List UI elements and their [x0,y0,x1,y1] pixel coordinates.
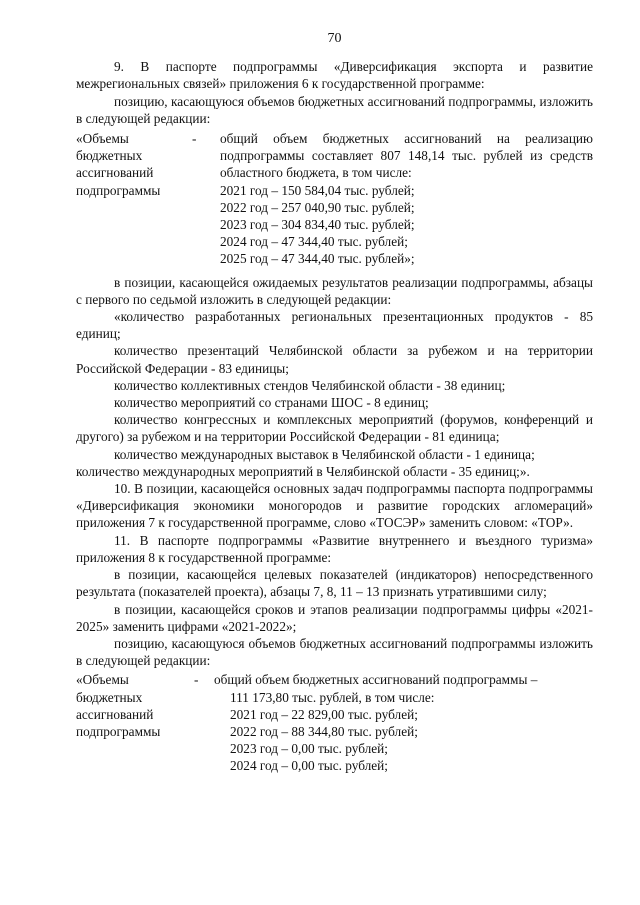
year-line: 2023 год – 0,00 тыс. рублей; [230,741,388,757]
budget-block-1-dash: - [192,131,197,147]
paragraph-10: 10. В позиции, касающейся основных задач подпрограммы паспорта подпрограммы «Диверсификация экономики моногородов и развитие городских агломераций» приложения 7 к государственной программе, слово «ТОСЭР» заменить словом: «ТОР». [76,481,593,531]
budget-block-2-intro: общий объем бюджетных ассигнований подпрограммы – [214,672,538,688]
paragraph-11-indicators: в позиции, касающейся целевых показателей (индикаторов) непосредственного результата (показателей проекта), абзацы 7, 8, 11 – 13 признать утратившими силу; [76,567,593,600]
label-line: ассигнований [76,165,154,181]
result-item: количество коллективных стендов Челябинской области - 38 единиц; [114,377,506,393]
result-item: количество конгрессных и комплексных мероприятий (форумов, конференций и другого) за рубежом и на территории Российской Федерации - 81 единица; [76,412,593,445]
result-item: количество мероприятий со странами ШОС - 8 единиц; [114,395,429,411]
label-line: «Объемы [76,131,129,147]
budget-block-2 [76,671,593,774]
label-line: подпрограммы [76,182,161,198]
year-line: 2022 год – 88 344,80 тыс. рублей; [230,723,418,739]
paragraph-11-position: позицию, касающуюся объемов бюджетных ассигнований подпрограммы изложить в следующей редакции: [76,635,593,669]
label-line: подпрограммы [76,723,161,739]
year-line: 2021 год – 22 829,00 тыс. рублей; [230,706,418,722]
budget-block-1-value [220,130,593,268]
result-item: количество международных выставок в Челябинской области - 1 единица; [114,446,535,462]
paragraph-9-intro: 9. В паспорте подпрограммы «Диверсификация экспорта и развитие межрегиональных связей» приложения 6 к государственной программе: [76,59,593,92]
document-page [76,30,593,775]
page-number: 70 [327,31,342,46]
paragraph-11-intro: 11. В паспорте подпрограммы «Развитие внутреннего и въездного туризма» приложения 8 к государственной программе: [76,532,593,565]
result-item-last: количество международных мероприятий в Челябинской области - 35 единиц;». [76,463,530,479]
year-line: 2023 год – 304 834,40 тыс. рублей; [220,217,415,233]
label-line: бюджетных [76,148,143,164]
budget-block-2-dash: - [194,672,199,688]
budget-block-1-label [76,130,192,268]
paragraph-9-position: позицию, касающуюся объемов бюджетных ассигнований подпрограммы, изложить в следующей редакции: [76,93,593,126]
year-line: 2021 год – 150 584,04 тыс. рублей; [220,182,415,198]
budget-block-1 [76,130,593,268]
label-line: «Объемы [76,672,129,688]
year-line: 2025 год – 47 344,40 тыс. рублей»; [220,251,415,267]
paragraph-11-terms: в позиции, касающейся сроков и этапов реализации подпрограммы цифры «2021-2025» заменить цифрами «2021-2022»; [76,601,593,634]
budget-block-2-value [214,671,593,774]
year-line: 2024 год – 47 344,40 тыс. рублей; [220,234,408,250]
budget-block-1-intro: общий объем бюджетных ассигнований на реализацию подпрограммы составляет 807 148,14 тыс. рублей из средств областного бюджета, в том числе: [220,131,593,181]
year-line: 2024 год – 0,00 тыс. рублей; [230,758,388,774]
year-line: 2022 год – 257 040,90 тыс. рублей; [220,199,415,215]
budget-block-2-label [76,671,194,774]
label-line: ассигнований [76,706,154,722]
label-line: бюджетных [76,689,143,705]
budget-block-2-total: 111 173,80 тыс. рублей, в том числе: [230,689,435,705]
result-item: количество презентаций Челябинской области за рубежом и на территории Российской Федерации - 83 единицы; [76,343,593,376]
paragraph-9-results: в позиции, касающейся ожидаемых результатов реализации подпрограммы, абзацы с первого по седьмой изложить в следующей редакции: [76,274,593,307]
result-item: «количество разработанных региональных презентационных продуктов - 85 единиц; [76,309,593,342]
